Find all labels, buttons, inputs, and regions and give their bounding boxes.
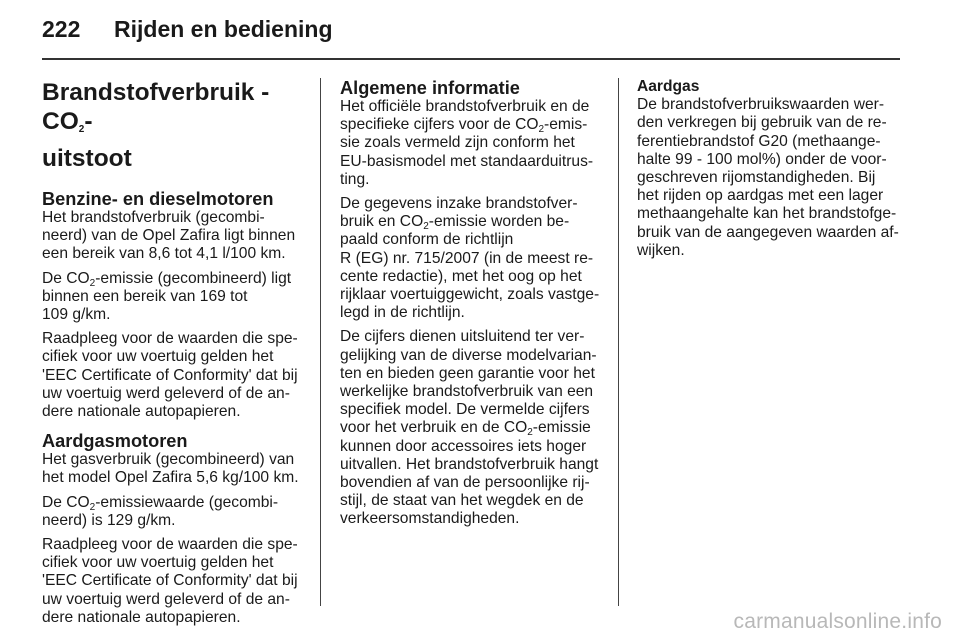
page-header	[42, 16, 333, 50]
aardgas-info-paragraph: De brandstofverbruikswaarden wer- den verkregen bij gebruik van de re- ferentiebrandstof G20 (methaange- halte 99 - 100 mol%) onder de voor- geschreven rijomstandigheden. Bij het rijden op aardgas met een lager methaangehalte kan het brandstofge- bruik van de aangegeven waarden af- wijken.	[637, 96, 899, 259]
benzine-paragraph-1: Het brandstofverbruik (gecombi- neerd) van de Opel Zafira ligt binnen een bereik van 8,6 tot 4,1 l/100 km.	[42, 209, 296, 263]
watermark: carmanualsonline.info	[733, 610, 942, 633]
algemene-paragraph-1: Het officiële brandstofverbruik en de specifieke cijfers voor de $CO_2-emis-$ sie zoals vermeld zijn conform het EU-basismodel met standaarduitrus- ting.	[340, 98, 594, 188]
column-divider-1	[320, 78, 321, 606]
running-title: Rijden en bediening	[114, 16, 333, 42]
algemene-heading: Algemene informatie	[340, 78, 520, 98]
algemene-paragraph-2: De gegevens inzake brandstofver- bruik en $CO_2$-emissie worden be- paald conform de richtlijn R (EG) nr. 715/2007 (in de meest re- cente redactie), met het oog op het rijklaar voertuiggewicht, zoals vastge- legd in de richtlijn.	[340, 195, 600, 322]
aardgas-section	[42, 431, 304, 627]
benzine-section	[42, 189, 304, 421]
benzine-paragraph-2: De $CO_2$-emissie (gecombineerd) ligt binnen een bereik van 169 tot 109 g/km.	[42, 269, 292, 324]
aardgas-info-heading: Aardgas	[637, 78, 700, 95]
column-1	[42, 78, 304, 637]
benzine-paragraph-3: Raadpleeg voor de waarden die spe- cifiek voor uw voertuig gelden het 'EEC Certificate of Conformity' dat bij uw voertuig werd geleverd of de an- dere nationale autopapieren.	[42, 330, 298, 421]
section-title: Brandstofverbruik - $CO_2-$ uitstoot	[42, 79, 270, 172]
aardgas-paragraph-2: De $CO_2$-emissiewaarde (gecombi- neerd) is 129 g/km.	[42, 493, 279, 529]
aardgas-heading: Aardgasmotoren	[42, 431, 188, 452]
header-rule	[42, 58, 900, 60]
aardgas-paragraph-3: Raadpleeg voor de waarden die spe- cifiek voor uw voertuig gelden het 'EEC Certificate of Conformity' dat bij uw voertuig werd geleverd of de an- dere nationale autopapieren.	[42, 536, 298, 626]
page-number: 222	[42, 16, 81, 42]
benzine-heading: Benzine- en dieselmotoren	[42, 189, 274, 209]
aardgas-paragraph-1: Het gasverbruik (gecombineerd) van het model Opel Zafira 5,6 kg/100 km.	[42, 451, 299, 487]
algemene-paragraph-3: De cijfers dienen uitsluitend ter ver- gelijking van de diverse modelvarian- ten en bieden geen garantie voor het werkelijke brandstofverbruik van een specifiek model. De vermelde cijfers voor het verbruik en de $CO_2$-emissie kunnen door accessoires iets hoger uitvallen. Het brandstofverbruik hangt bovendien af van de persoonlijke rij- stijl, de staat van het wegdek en de verkeersomstandigheden.	[340, 328, 599, 528]
column-3	[637, 78, 902, 266]
column-2	[340, 78, 602, 535]
column-divider-2	[618, 78, 619, 606]
